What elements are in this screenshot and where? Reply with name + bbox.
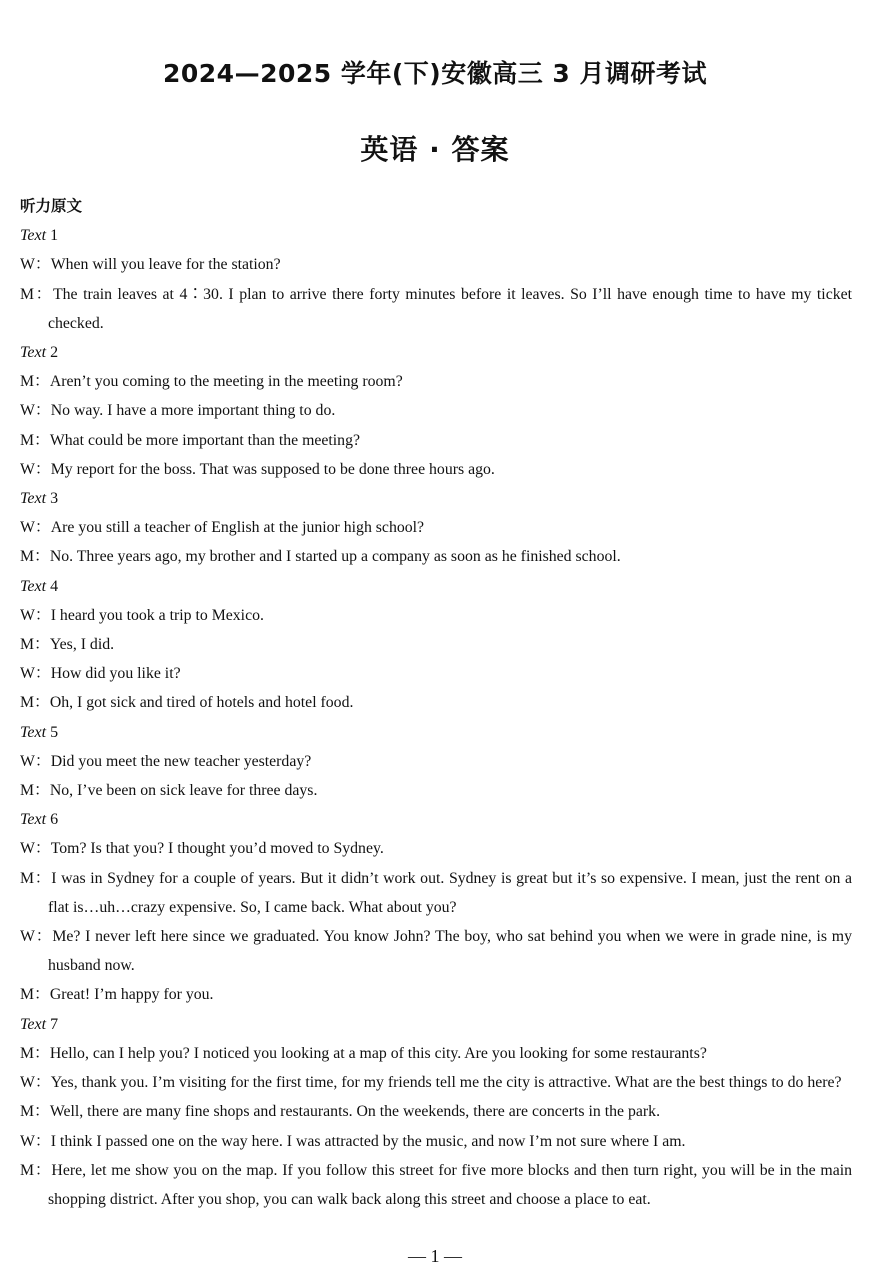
speaker-label: M： xyxy=(20,431,50,449)
dialogue-line xyxy=(20,513,852,542)
dialogue-text: Here, let me show you on the map. If you follow this street for five more blocks and then turn right, you will be in the main shopping district. After you shop, you can walk back along this street and choose a place to eat. xyxy=(48,1161,853,1208)
dialogue-line xyxy=(20,542,852,571)
speaker-label: M： xyxy=(20,782,50,800)
dialogue-text: The train leaves at 4∶30. I plan to arrive there forty minutes before it leaves. So I’ll have enough time to have my ticket checked. xyxy=(48,285,853,332)
text-label xyxy=(20,484,852,513)
text-label xyxy=(20,572,852,601)
dialogue-text: Tom? Is that you? I thought you’d moved to Sydney. xyxy=(50,840,384,858)
dialogue-text: How did you like it? xyxy=(50,665,181,683)
dialogue-text: When will you leave for the station? xyxy=(50,256,281,274)
text-label-number: 6 xyxy=(50,811,59,829)
speaker-label: W： xyxy=(20,665,51,683)
speaker-label: W： xyxy=(20,928,53,946)
text-label-word: Text xyxy=(20,723,47,741)
dialogue-text: Yes, I did. xyxy=(49,636,115,654)
speaker-label: M： xyxy=(20,636,50,654)
dialogue-line xyxy=(20,367,852,396)
text-label-number: 3 xyxy=(50,490,59,508)
dialogue-line xyxy=(20,659,852,688)
dialogue-text: I heard you took a trip to Mexico. xyxy=(50,606,264,624)
speaker-label: W： xyxy=(20,402,51,420)
speaker-label: W： xyxy=(20,606,51,624)
dialogue-line xyxy=(20,688,852,717)
dialogue-line xyxy=(20,1097,852,1126)
dialogue-line xyxy=(20,747,852,776)
dialogue-line xyxy=(20,250,852,279)
text-label xyxy=(20,718,852,747)
text-label xyxy=(20,338,852,367)
dialogue-line xyxy=(20,280,852,338)
dialogue-line xyxy=(20,980,852,1009)
transcript-block xyxy=(20,718,852,806)
speaker-label: W： xyxy=(20,256,51,274)
text-label-number: 2 xyxy=(50,344,59,362)
dialogue-text: Are you still a teacher of English at the junior high school? xyxy=(50,519,425,537)
dialogue-text: Aren’t you coming to the meeting in the meeting room? xyxy=(49,373,403,391)
text-label-word: Text xyxy=(20,811,47,829)
dialogue-text: Did you meet the new teacher yesterday? xyxy=(50,752,312,770)
dialogue-line xyxy=(20,864,852,922)
speaker-label: W： xyxy=(20,1132,51,1150)
dialogue-line xyxy=(20,1039,852,1068)
speaker-label: M： xyxy=(20,285,53,303)
dialogue-line xyxy=(20,455,852,484)
speaker-label: M： xyxy=(20,986,50,1004)
speaker-label: W： xyxy=(20,840,51,858)
dialogue-text: No. Three years ago, my brother and I started up a company as soon as he finished school. xyxy=(49,548,621,566)
dialogue-line xyxy=(20,1127,852,1156)
dialogue-line xyxy=(20,630,852,659)
speaker-label: W： xyxy=(20,460,51,478)
dialogue-text: Oh, I got sick and tired of hotels and hotel food. xyxy=(49,694,354,712)
text-label-word: Text xyxy=(20,1015,47,1033)
speaker-label: M： xyxy=(20,548,50,566)
speaker-label: M： xyxy=(20,1044,50,1062)
text-label-word: Text xyxy=(20,577,47,595)
dialogue-text: I think I passed one on the way here. I was attracted by the music, and now I’m not sure where I am. xyxy=(50,1132,686,1150)
text-label xyxy=(20,221,852,250)
document-body xyxy=(20,192,852,1214)
text-label xyxy=(20,805,852,834)
text-label-word: Text xyxy=(20,227,47,245)
speaker-label: M： xyxy=(20,1161,52,1179)
transcript-block xyxy=(20,1010,852,1214)
dialogue-line xyxy=(20,396,852,425)
text-label xyxy=(20,1010,852,1039)
text-label-number: 7 xyxy=(50,1015,59,1033)
transcript-list xyxy=(20,221,852,1214)
dialogue-line xyxy=(20,776,852,805)
text-label-number: 5 xyxy=(50,723,59,741)
speaker-label: W： xyxy=(20,519,51,537)
dialogue-line xyxy=(20,601,852,630)
speaker-label: W： xyxy=(20,752,51,770)
dialogue-line xyxy=(20,1156,852,1214)
dialogue-text: Hello, can I help you? I noticed you looking at a map of this city. Are you looking for some restaurants? xyxy=(49,1044,707,1062)
speaker-label: M： xyxy=(20,373,50,391)
page-number: — 1 — xyxy=(408,1246,462,1266)
dialogue-line xyxy=(20,834,852,863)
dialogue-text: Yes, thank you. I’m visiting for the first time, for my friends tell me the city is attractive. What are the best things to do here? xyxy=(50,1074,842,1092)
transcript-block xyxy=(20,805,852,1009)
speaker-label: M： xyxy=(20,694,50,712)
text-label-number: 1 xyxy=(50,227,59,245)
page-subtitle: 英语 · 答案 xyxy=(360,133,510,166)
dialogue-text: No way. I have a more important thing to do. xyxy=(50,402,336,420)
dialogue-line xyxy=(20,1068,852,1097)
text-label-number: 4 xyxy=(50,577,59,595)
page-title: 2024—2025 学年(下)安徽高三 3 月调研考试 xyxy=(162,59,708,88)
section-title: 听力原文 xyxy=(20,197,83,215)
dialogue-line xyxy=(20,426,852,455)
speaker-label: M： xyxy=(20,1103,50,1121)
dialogue-text: My report for the boss. That was supposed to be done three hours ago. xyxy=(50,460,495,478)
text-label-word: Text xyxy=(20,344,47,362)
transcript-block xyxy=(20,338,852,484)
dialogue-line xyxy=(20,922,852,980)
text-label-word: Text xyxy=(20,490,47,508)
transcript-block xyxy=(20,484,852,572)
speaker-label: W： xyxy=(20,1074,51,1092)
speaker-label: M： xyxy=(20,869,52,887)
transcript-block xyxy=(20,221,852,338)
dialogue-text: Great! I’m happy for you. xyxy=(49,986,214,1004)
dialogue-text: Me? I never left here since we graduated. You know John? The boy, who sat behind you when we were in grade nine, is my husband now. xyxy=(48,928,852,975)
dialogue-text: I was in Sydney for a couple of years. But it didn’t work out. Sydney is great but it’s so expensive. I mean, just the rent on a flat is…uh…crazy expensive. So, I came back. What about you? xyxy=(48,869,853,916)
transcript-block xyxy=(20,572,852,718)
dialogue-text: Well, there are many fine shops and restaurants. On the weekends, there are concerts in the park. xyxy=(49,1103,661,1121)
dialogue-text: No, I’ve been on sick leave for three days. xyxy=(49,782,318,800)
dialogue-text: What could be more important than the meeting? xyxy=(49,431,360,449)
